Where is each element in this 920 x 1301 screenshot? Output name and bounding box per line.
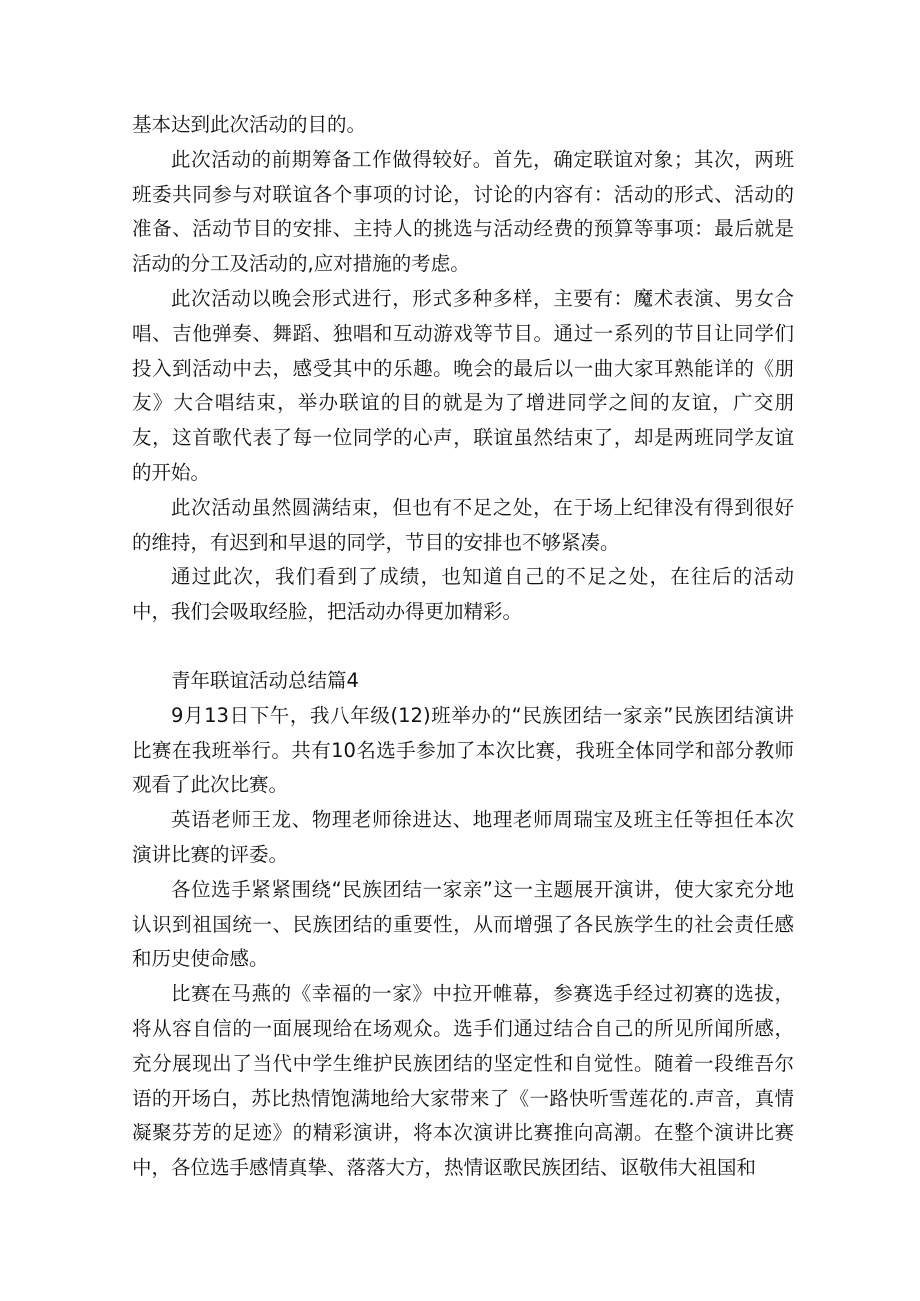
paragraph-2: 此次活动的前期筹备工作做得较好。首先，确定联谊对象；其次，两班班委共同参与对联谊各个事项的讨论，讨论的内容有：活动的形式、活动的准备、活动节目的安排、主持人的挑选与活动经费的预算等事项：最后就是活动的分工及活动的,应对措施的考虑。 — [132, 147, 794, 276]
paragraph-1: 基本达到此次活动的目的。 — [132, 113, 367, 136]
document-body — [132, 108, 794, 1186]
paragraph-7: 英语老师王龙、物理老师徐进达、地理老师周瑞宝及班主任等担任本次演讲比赛的评委。 — [132, 808, 794, 866]
paragraph-6: 9月13日下午，我八年级(12)班举办的“民族团结一家亲”民族团结演讲比赛在我班举行。共有10名选手参加了本次比赛，我班全体同学和部分教师观看了此次比赛。 — [132, 703, 794, 797]
paragraph-5: 通过此次，我们看到了成绩，也知道自己的不足之处，在往后的活动中，我们会吸取经脸，把活动办得更加精彩。 — [132, 565, 794, 624]
paragraph-8: 各位选手紧紧围绕“民族团结一家亲”这一主题展开演讲，使大家充分地认识到祖国统一、民族团结的重要性，从而增强了各民族学生的社会责任感和历史使命感。 — [132, 877, 794, 971]
paragraph-4: 此次活动虽然圆满结束，但也有不足之处，在于场上纪律没有得到很好的维持，有迟到和早退的同学，节目的安排也不够紧凑。 — [132, 495, 794, 554]
paragraph-3: 此次活动以晚会形式进行，形式多种多样，主要有：魔术表演、男女合唱、吉他弹奏、舞蹈、独唱和互动游戏等节目。通过一系列的节目让同学们投入到活动中去，感受其中的乐趣。晚会的最后以一曲大家耳熟能详的《朋友》大合唱结束，举办联谊的目的就是为了增进同学之间的友谊，广交朋友，这首歌代表了每一位同学的心声，联谊虽然结束了，却是两班同学友谊的开始。 — [132, 286, 794, 484]
paragraph-9: 比赛在马燕的《幸福的一家》中拉开帷幕，参赛选手经过初赛的选拔，将从容自信的一面展现给在场观众。选手们通过结合自己的所见所闻所感，充分展现出了当代中学生维护民族团结的坚定性和自觉性。随着一段维吾尔语的开场白，苏比热情饱满地给大家带来了《一路快听雪莲花的.声音，真情凝聚芬芳的足迹》的精彩演讲，将本次演讲比赛推向高潮。在整个演讲比赛中，各位选手感情真挚、落落大方，热情讴歌民族团结、讴敬伟大祖国和 — [132, 982, 794, 1180]
section-title: 青年联谊活动总结篇4 — [171, 668, 359, 692]
